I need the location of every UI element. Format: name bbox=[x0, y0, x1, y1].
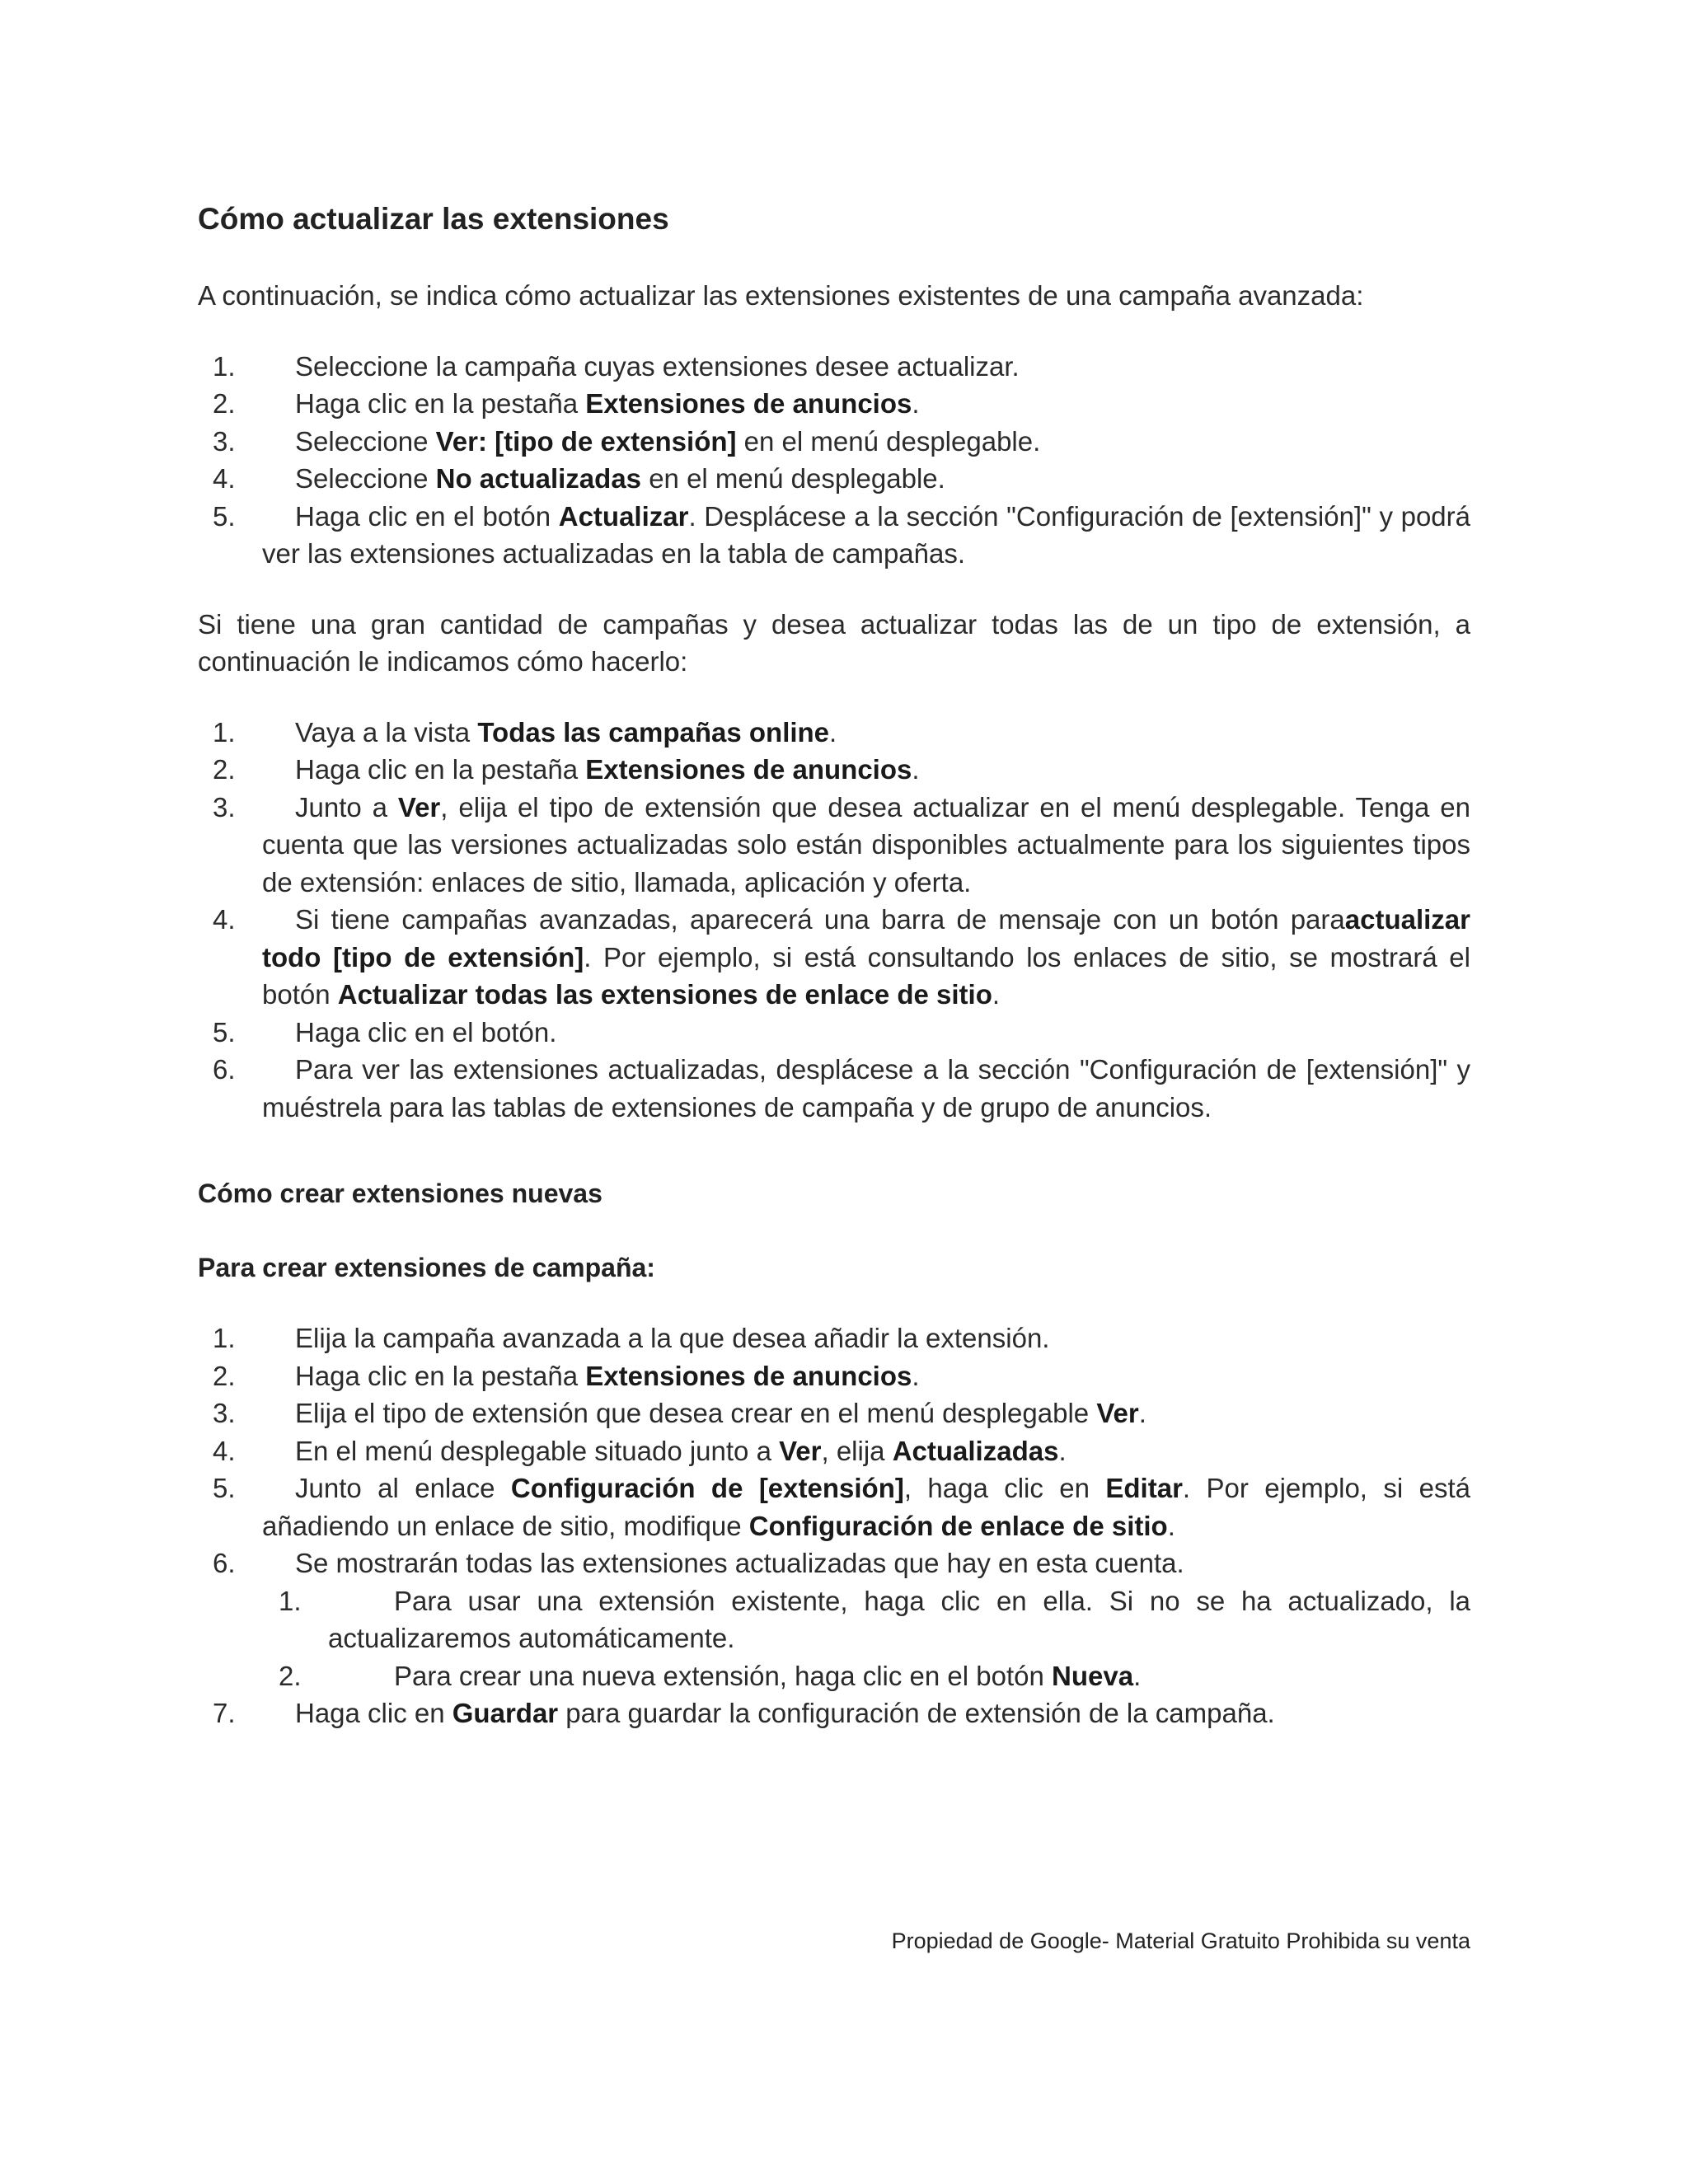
list-item: 2. Haga clic en la pestaña Extensiones de anuncios. bbox=[213, 388, 920, 419]
section-title-update: Cómo actualizar las extensiones bbox=[198, 202, 669, 236]
list-item: 6. Se mostrarán todas las extensiones actualizadas que hay en esta cuenta. bbox=[213, 1548, 1184, 1578]
section-title-create: Cómo crear extensiones nuevas bbox=[198, 1179, 603, 1208]
list-item: 5. Haga clic en el botón Actualizar. Desplácese a la sección "Configuración de [extensión]" y podrá ver las extensiones actualizadas en la tabla de campañas. bbox=[213, 500, 1470, 569]
bulk-update-steps-list bbox=[198, 714, 1470, 1127]
list-item: 5. Junto al enlace Configuración de [extensión], haga clic en Editar. Por ejemplo, si está añadiendo un enlace de sitio, modifique Configuración de enlace de sitio. bbox=[213, 1473, 1470, 1541]
list-item: 2. Haga clic en la pestaña Extensiones de anuncios. bbox=[213, 754, 920, 785]
list-item: 3. Seleccione Ver: [tipo de extensión] en el menú desplegable. bbox=[213, 425, 1041, 457]
sub-list-item: 1. Para usar una extensión existente, haga clic en ella. Si no se ha actualizado, la actualizaremos automáticamente. bbox=[279, 1585, 1470, 1653]
list-item: 7. Haga clic en Guardar para guardar la configuración de extensión de la campaña. bbox=[213, 1698, 1275, 1728]
sub-list-item: 2. Para crear una nueva extensión, haga clic en el botón Nueva. bbox=[279, 1660, 1142, 1691]
update-steps-list bbox=[198, 348, 1470, 573]
list-item: 4. En el menú desplegable situado junto a Ver, elija Actualizadas. bbox=[213, 1435, 1067, 1466]
document-content bbox=[198, 194, 1470, 1732]
list-item: 4. Si tiene campañas avanzadas, aparecerá una barra de mensaje con un botón paraactualizar todo [tipo de extensión]. Por ejemplo, si está consultando los enlaces de sitio, se mostrará el botón Actualizar todas las extensiones de enlace de sitio. bbox=[213, 904, 1470, 1010]
list-item: 3. Junto a Ver, elija el tipo de extensión que desea actualizar en el menú desplegable. Tenga en cuenta que las versiones actualizadas solo están disponibles actualmente para los siguientes tipos de extensión: enlaces de sitio, llamada, aplicación y oferta. bbox=[213, 791, 1470, 898]
list-item: 2. Haga clic en la pestaña Extensiones de anuncios. bbox=[213, 1360, 920, 1391]
list-item: 1. Elija la campaña avanzada a la que desea añadir la extensión. bbox=[213, 1323, 1050, 1353]
intro-paragraph: A continuación, se indica cómo actualizar las extensiones existentes de una campaña avanzada: bbox=[198, 280, 1364, 311]
create-steps-list bbox=[198, 1319, 1470, 1732]
list-item: 1. Seleccione la campaña cuyas extensiones desee actualizar. bbox=[213, 350, 1020, 382]
page-footer: Propiedad de Google- Material Gratuito Prohibida su venta bbox=[891, 1929, 1470, 1953]
list-item: 5. Haga clic en el botón. bbox=[213, 1016, 557, 1047]
section-subtitle-campaign: Para crear extensiones de campaña: bbox=[198, 1252, 655, 1282]
list-item: 4. Seleccione No actualizadas en el menú desplegable. bbox=[213, 463, 945, 494]
list-item: 6. Para ver las extensiones actualizadas, desplácese a la sección "Configuración de [extensión]" y muéstrela para las tablas de extensiones de campaña y de grupo de anuncios. bbox=[213, 1054, 1470, 1122]
list-item: 1. Vaya a la vista Todas las campañas online. bbox=[213, 716, 837, 748]
list-item: 3. Elija el tipo de extensión que desea crear en el menú desplegable Ver. bbox=[213, 1398, 1146, 1428]
bulk-update-paragraph: Si tiene una gran cantidad de campañas y desea actualizar todas las de un tipo de extensión, a continuación le indicamos cómo hacerlo: bbox=[198, 608, 1470, 677]
